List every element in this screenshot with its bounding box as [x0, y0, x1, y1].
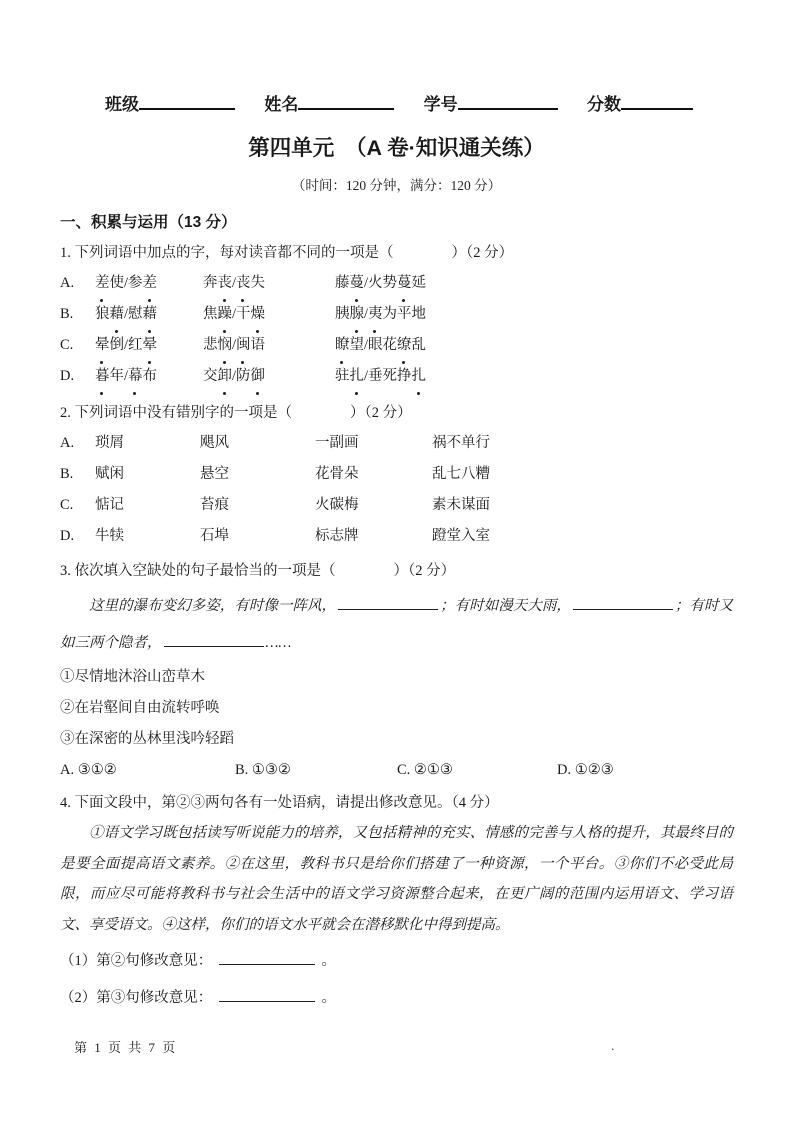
section-heading: 一、积累与运用（13 分） — [60, 214, 237, 231]
word: 素未谋面 — [432, 497, 490, 513]
class-field — [105, 95, 235, 115]
page-content — [60, 0, 733, 1013]
word-pair: 暮年/幕布 — [95, 361, 203, 392]
word-pair: 狼藉/慰藉 — [95, 299, 203, 330]
student-info-row — [60, 95, 733, 115]
answer-prefix: （2）第③句修改意见： — [60, 990, 213, 1006]
answer-suffix: 。 — [321, 953, 336, 969]
question-1 — [60, 238, 733, 392]
word: 琐屑 — [95, 435, 124, 451]
student-id-blank-line — [458, 95, 558, 110]
word: 苔痕 — [200, 497, 229, 513]
word: 惦记 — [95, 497, 124, 513]
exam-title: 第四单元 （A 卷·知识通关练） — [248, 136, 545, 160]
q1-option-b — [60, 299, 733, 330]
fill-in-blank-line — [338, 596, 438, 610]
word-pair: 差使/参差 — [95, 268, 203, 299]
class-blank-line — [139, 95, 235, 110]
student-id-label: 学号 — [423, 95, 458, 114]
word-pair: 驻扎/垂死挣扎 — [335, 361, 426, 392]
word: 飓风 — [200, 435, 229, 451]
option-label: C. — [60, 337, 74, 353]
word-pair: 藤蔓/火势蔓延 — [335, 268, 426, 299]
q4-answer-line-1 — [60, 946, 733, 976]
fill-in-blank-line — [573, 596, 673, 610]
name-blank-line — [298, 95, 394, 110]
answer-blank-line — [219, 988, 315, 1002]
option-label: A. — [60, 435, 75, 451]
answer-suffix: 。 — [321, 990, 336, 1006]
q4-stem: 4. 下面文段中，第②③两句各有一处语病，请提出修改意见。（4 分） — [60, 795, 499, 811]
word: 悬空 — [200, 466, 229, 482]
option-label: B. — [60, 306, 74, 322]
word-pair: 交卸/防御 — [203, 361, 335, 392]
student-id-field — [424, 95, 558, 115]
q3-passage: 这里的瀑布变幻多姿，有时像一阵风， ；有时如漫天大雨， ；有时又如三两个隐者， …… — [60, 598, 734, 651]
q3-sentence-3: ③在深密的丛林里浅吟轻蹈 — [60, 731, 234, 747]
q2-option-c — [60, 490, 733, 521]
q3-option-a: A. ③①② — [60, 762, 117, 778]
word: 石埠 — [200, 528, 229, 544]
q3-stem: 3. 依次填入空缺处的句子最恰当的一项是（ ）（2 分） — [60, 563, 456, 579]
q2-stem: 2. 下列词语中没有错别字的一项是（ ）（2 分） — [60, 405, 412, 421]
name-field — [264, 95, 394, 115]
word-pair: 悲悯/闽语 — [203, 330, 335, 361]
word-pair: 焦躁/干燥 — [203, 299, 335, 330]
word: 标志牌 — [315, 528, 359, 544]
q3-sentence-2: ②在岩壑间自由流转呼唤 — [60, 700, 220, 716]
question-2 — [60, 398, 733, 552]
q3-options-row — [60, 755, 733, 786]
word: 牛犊 — [95, 528, 124, 544]
word-pair: 奔丧/丧失 — [203, 268, 335, 299]
q4-passage: ①语文学习既包括读写听说能力的培养，又包括精神的充实、情感的完善与人格的提升，其最终目的是要全面提高语文素养。②在这里，教科书只是给你们搭建了一种资源，一个平台。③你们不必受此局限，而应尽可能将教科书与社会生活中的语文学习资源整合起来，在更广阔的范围内运用语文、学习语文、享受语文。④这样，你们的语文水平就会在潜移默化中得到提高。 — [60, 825, 733, 933]
option-label: C. — [60, 497, 74, 513]
question-3 — [60, 556, 733, 786]
page-number-footer: 第 1 页 共 7 页 — [74, 1040, 178, 1055]
q1-option-d — [60, 361, 733, 392]
answer-blank-line — [219, 951, 315, 965]
class-label: 班级 — [105, 95, 139, 114]
q4-answer-line-2 — [60, 983, 733, 1013]
exam-subtitle: （时间：120 分钟，满分：120 分） — [291, 178, 502, 193]
word: 花骨朵 — [315, 466, 359, 482]
word: 赋闲 — [95, 466, 124, 482]
q3-option-d: D. ①②③ — [557, 762, 614, 778]
q3-option-b: B. ①③② — [235, 762, 291, 778]
score-blank-line — [621, 95, 693, 110]
q3-sentence-1: ①尽情地沐浴山峦草木 — [60, 669, 205, 685]
option-label: D. — [60, 368, 75, 384]
option-label: B. — [60, 466, 74, 482]
name-label: 姓名 — [264, 95, 299, 114]
question-4 — [60, 788, 733, 1013]
q2-option-b — [60, 459, 733, 490]
word: 乱七八糟 — [432, 466, 490, 482]
word: 火碳梅 — [315, 497, 359, 513]
q1-stem: 1. 下列词语中加点的字，每对读音都不同的一项是（ ）（2 分） — [60, 245, 514, 261]
word: 蹬堂入室 — [432, 528, 490, 544]
word-pair: 瞭望/眼花缭乱 — [335, 330, 426, 361]
word-pair: 晕倒/红晕 — [95, 330, 203, 361]
fill-in-blank-line — [164, 633, 264, 647]
score-field — [587, 95, 693, 115]
word-pair: 胰腺/夷为平地 — [335, 299, 426, 330]
word: 一副画 — [315, 435, 359, 451]
q1-option-a — [60, 268, 733, 299]
q3-option-c: C. ②①③ — [397, 762, 453, 778]
answer-prefix: （1）第②句修改意见： — [60, 953, 213, 969]
word: 祸不单行 — [432, 435, 490, 451]
score-label: 分数 — [586, 95, 621, 114]
q2-option-a — [60, 428, 733, 459]
option-label: D. — [60, 528, 75, 544]
q1-option-c — [60, 330, 733, 361]
q2-option-d — [60, 521, 733, 552]
stray-dot-mark: . — [611, 1038, 615, 1053]
option-label: A. — [60, 275, 75, 291]
